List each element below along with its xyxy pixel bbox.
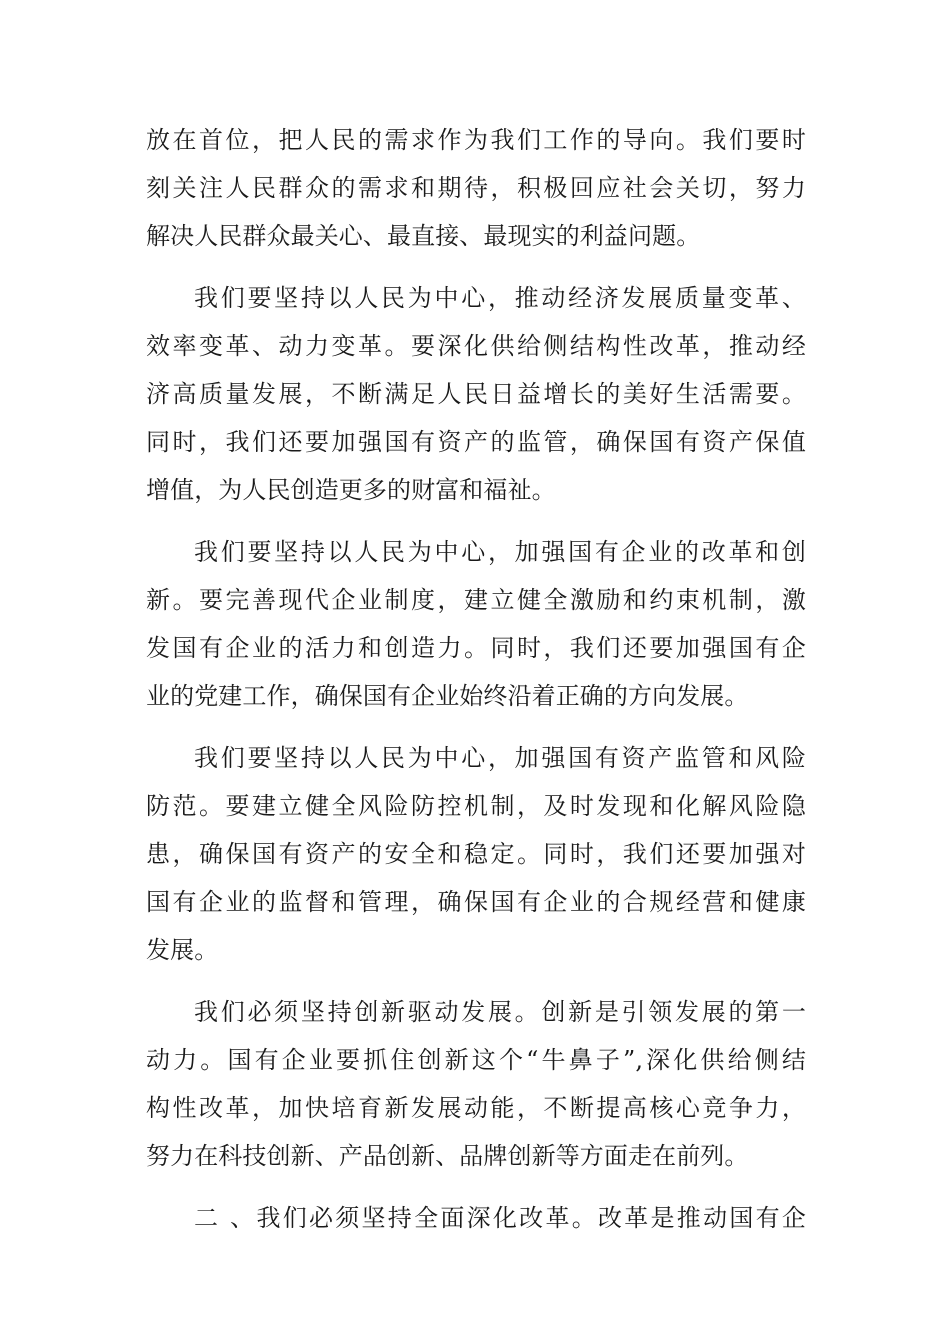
text-line: 同时，我们还要加强国有资产的监管，确保国有资产保值 [146, 428, 806, 456]
text-line: 效率变革、动力变革。要深化供给侧结构性改革，推动经 [146, 332, 806, 360]
paragraph-first-line: 我们要坚持以人民为中心，推动经济发展质量变革、 [194, 284, 806, 312]
text-line: 放在首位，把人民的需求作为我们工作的导向。我们要时 [146, 126, 806, 154]
text-line: 国有企业的监督和管理，确保国有企业的合规经营和健康 [146, 888, 806, 916]
text-line: 患，确保国有资产的安全和稳定。同时，我们还要加强对 [146, 840, 806, 868]
text-line: 动力。国有企业要抓住创新这个“牛鼻子”,深化供给侧结 [146, 1046, 806, 1074]
text-line: 新。要完善现代企业制度，建立健全激励和约束机制，激 [146, 586, 806, 614]
text-line: 增值，为人民创造更多的财富和福祉。 [146, 476, 556, 504]
paragraph-first-line: 我们要坚持以人民为中心，加强国有企业的改革和创 [194, 538, 806, 566]
text-line: 刻关注人民群众的需求和期待，积极回应社会关切，努力 [146, 174, 806, 202]
text-line: 努力在科技创新、产品创新、品牌创新等方面走在前列。 [146, 1142, 749, 1170]
text-line: 业的党建工作，确保国有企业始终沿着正确的方向发展。 [146, 682, 749, 710]
text-line: 解决人民群众最关心、最直接、最现实的利益问题。 [146, 222, 701, 250]
paragraph-first-line: 二 、我们必须坚持全面深化改革。改革是推动国有企 [194, 1204, 806, 1232]
text-line: 济高质量发展，不断满足人民日益增长的美好生活需要。 [146, 380, 806, 408]
text-line: 构性改革，加快培育新发展动能，不断提高核心竞争力， [146, 1094, 806, 1122]
paragraph-first-line: 我们要坚持以人民为中心，加强国有资产监管和风险 [194, 744, 806, 772]
paragraph-first-line: 我们必须坚持创新驱动发展。创新是引领发展的第一 [194, 998, 806, 1026]
text-line: 发国有企业的活力和创造力。同时，我们还要加强国有企 [146, 634, 806, 662]
text-line: 防范。要建立健全风险防控机制，及时发现和化解风险隐 [146, 792, 806, 820]
document-body [146, 116, 806, 1242]
text-line: 发展。 [146, 936, 219, 964]
